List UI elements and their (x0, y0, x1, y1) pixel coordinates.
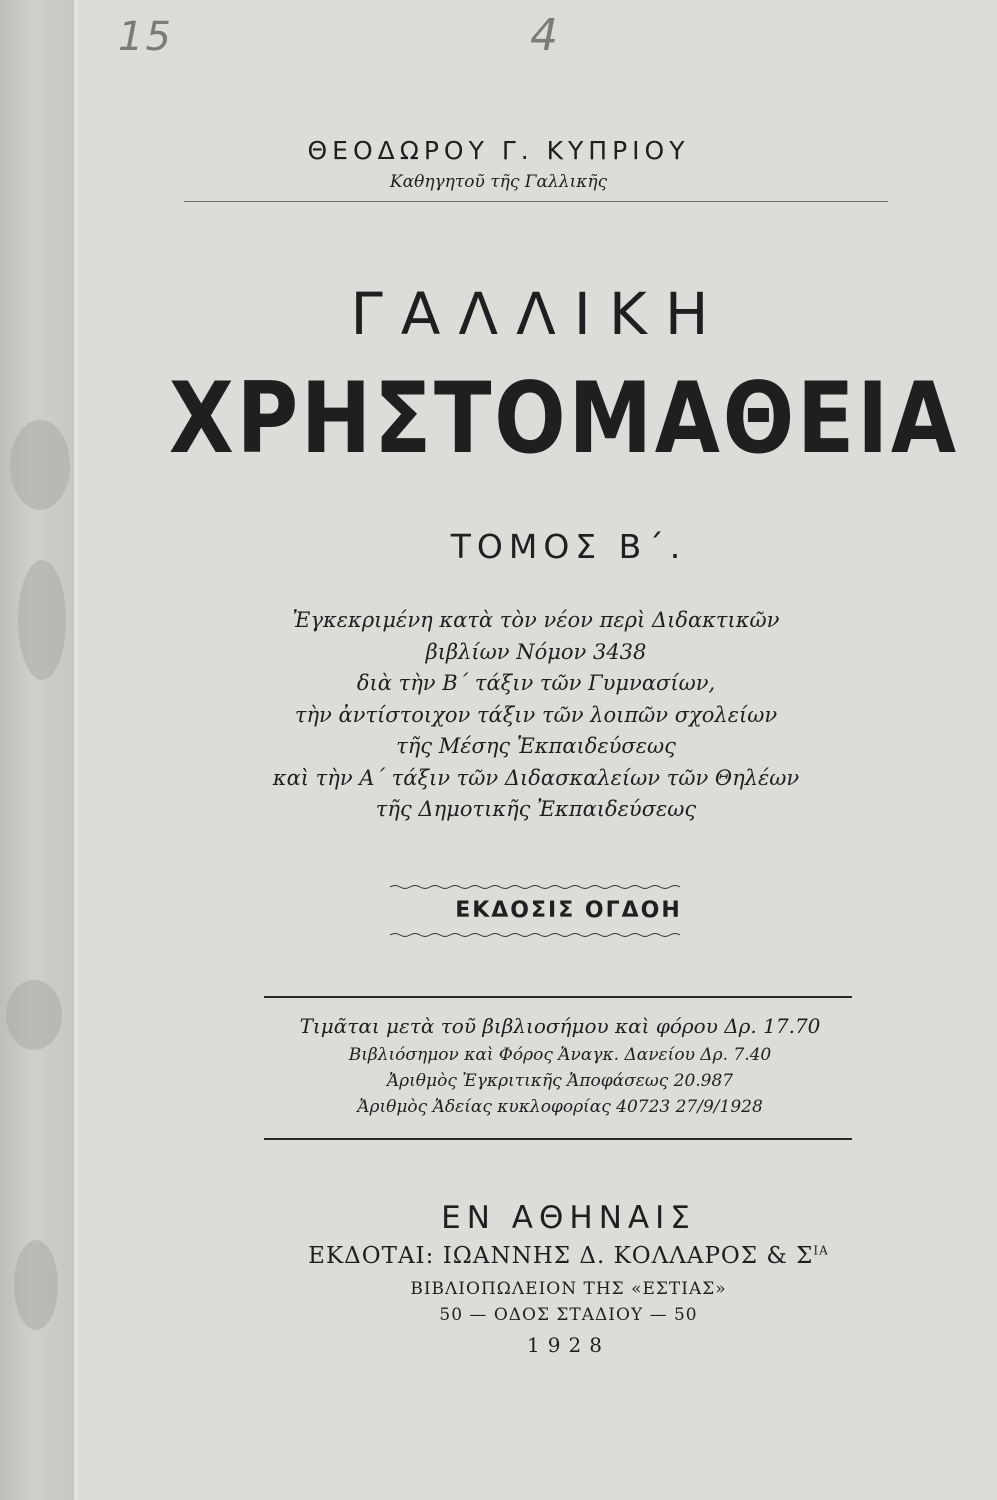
wavy-divider (390, 932, 680, 938)
address: 50 — ΟΔΟΣ ΣΤΑΔΙΟΥ — 50 (439, 1305, 698, 1325)
approval-line: βιβλίων Νόμον 3438 (425, 639, 647, 664)
wavy-divider (390, 884, 680, 890)
approval-line: καὶ τὴν Α΄ τάξιν τῶν Διδασκαλείων τῶν Θηλέων (272, 765, 800, 790)
divider (184, 201, 888, 202)
stain (10, 420, 70, 510)
approval-line: τῆς Δημοτικῆς Ἐκπαιδεύσεως (375, 797, 697, 821)
approval-line: τῆς Μέσης Ἐκπαιδεύσεως (396, 734, 676, 758)
volume-label: ΤΟΜΟΣ Β΄. (450, 527, 687, 566)
publisher (0, 1243, 997, 1269)
edition-label: ΕΚΔΟΣΙΣ ΟΓΔΟΗ (455, 898, 682, 923)
author-name: ΘΕΟΔΩΡΟΥ Γ. ΚΥΠΡΙΟΥ (307, 136, 690, 165)
book-title-line1: ΓΑΛΛΙΚΗ (350, 280, 727, 348)
approval-line: διὰ τὴν Β΄ τάξιν τῶν Γυμνασίων, (356, 671, 716, 695)
approval-line: τὴν ἀντίστοιχον τάξιν τῶν λοιπῶν σχολείων (294, 702, 778, 727)
handwritten-mark: 15 (118, 14, 173, 60)
approval-statement (184, 605, 888, 826)
author-role: Καθηγητοῦ τῆς Γαλλικῆς (389, 172, 608, 192)
price-info (240, 1010, 880, 1120)
publication-year: 1928 (527, 1333, 610, 1357)
price-line: Ἀριθμὸς Ἐγκριτικῆς Ἀποφάσεως 20.987 (386, 1071, 734, 1091)
stain (18, 560, 66, 680)
approval-line: Ἐγκεκριμένη κατὰ τὸν νέον περὶ Διδακτικῶν (292, 608, 780, 632)
stain (6, 980, 62, 1050)
price-line: Βιβλιόσημον καὶ Φόρος Ἀναγκ. Δανείου Δρ. 7.40 (348, 1045, 772, 1065)
price-line: Ἀριθμὸς Ἀδείας κυκλοφορίας 40723 27/9/1928 (357, 1097, 763, 1117)
publication-place: ΕΝ ΑΘΗΝΑΙΣ (441, 1200, 696, 1236)
publisher-suffix: ΙΑ (813, 1243, 829, 1258)
spine-edge (74, 0, 78, 1500)
publisher-name: ΕΚΔΟΤΑΙ: ΙΩΑΝΝΗΣ Δ. ΚΟΛΛΑΡΟΣ & Σ (308, 1243, 814, 1269)
bookshop: ΒΙΒΛΙΟΠΩΛΕΙΟΝ ΤΗΣ «ΕΣΤΙΑΣ» (410, 1279, 727, 1299)
price-box-top-rule (264, 996, 852, 998)
price-box-bottom-rule (264, 1138, 852, 1140)
handwritten-mark: 4 (530, 10, 560, 61)
book-title-line2: ΧΡΗΣΤΟΜΑΘΕΙΑ (168, 362, 959, 476)
price-line: Τιμᾶται μετὰ τοῦ βιβλιοσήμου καὶ φόρου Δρ. 17.70 (299, 1014, 821, 1038)
